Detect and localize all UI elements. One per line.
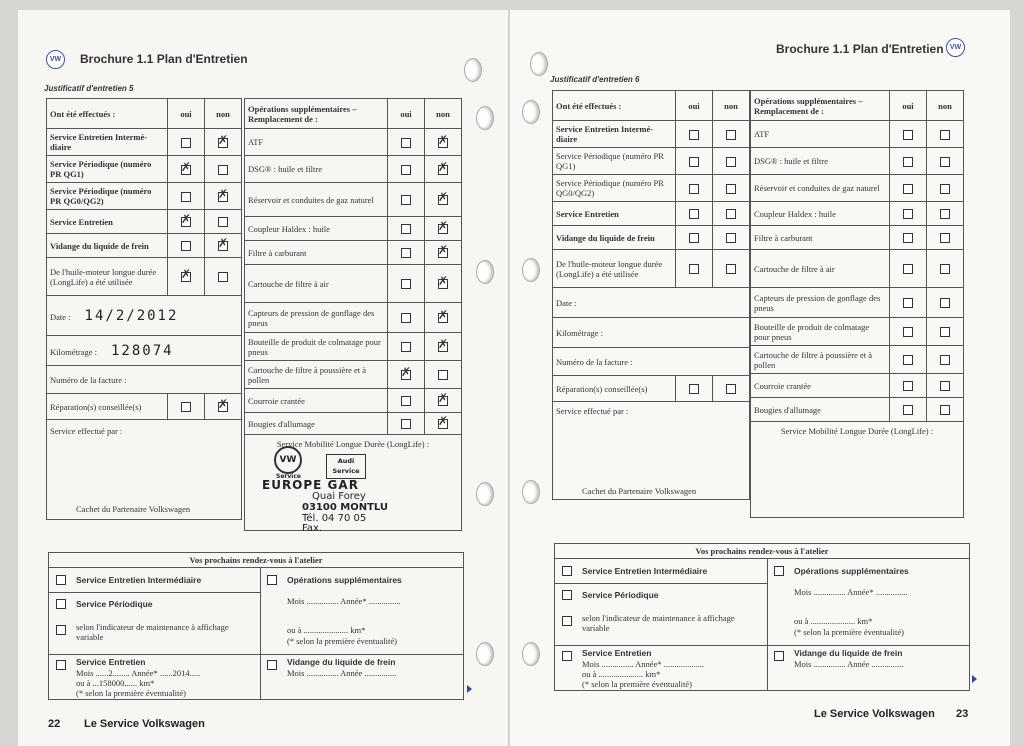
next-a1: Service Entretien Intermédiaire bbox=[76, 575, 202, 585]
checkbox-oui[interactable] bbox=[181, 241, 191, 251]
checkbox[interactable] bbox=[56, 625, 66, 635]
checkbox-non[interactable] bbox=[218, 217, 228, 227]
checkbox-oui[interactable] bbox=[689, 157, 699, 167]
checkbox-non[interactable] bbox=[940, 381, 950, 391]
checkbox-oui[interactable] bbox=[689, 384, 699, 394]
service-by-label: Service effectué par : bbox=[556, 406, 629, 416]
footer-title: Le Service Volkswagen bbox=[84, 718, 205, 730]
checkbox-oui[interactable] bbox=[401, 248, 411, 258]
op-label: Cartouche de filtre à air bbox=[245, 265, 388, 303]
partner-stamp-label: Cachet du Partenaire Volkswagen bbox=[76, 504, 191, 514]
binder-hole bbox=[464, 58, 482, 82]
checkbox-non[interactable] bbox=[940, 130, 950, 140]
checkbox-non[interactable] bbox=[438, 248, 448, 258]
stamp-line4: Tél. 04 70 05 bbox=[302, 513, 367, 524]
row-label: Vidange du liquide de frein bbox=[553, 226, 676, 250]
stamp-audi-service: Audi Service bbox=[326, 454, 366, 479]
checkbox[interactable] bbox=[562, 651, 572, 661]
checkbox-oui[interactable] bbox=[181, 272, 191, 282]
row-label: Service Périodique (numéro PR QG0/QG2) bbox=[47, 183, 168, 210]
checkbox-oui[interactable] bbox=[903, 130, 913, 140]
op-label: Cartouche de filtre à air bbox=[751, 250, 890, 288]
checkbox-oui[interactable] bbox=[689, 264, 699, 274]
op-label: Bougies d'allumage bbox=[751, 398, 890, 422]
date-label: Date : bbox=[50, 311, 71, 322]
op-label: ATF bbox=[751, 121, 890, 148]
checkbox[interactable] bbox=[267, 660, 277, 670]
next-b1-note: (* selon la première éventualité) bbox=[794, 627, 904, 637]
binder-hole bbox=[522, 100, 540, 124]
stamp-vw-logo-icon: VW bbox=[274, 446, 302, 474]
row-label: Service Entretien Intermé-diaire bbox=[553, 121, 676, 148]
checkbox-non[interactable] bbox=[438, 195, 448, 205]
col-yes-header: oui bbox=[890, 91, 927, 121]
binder-hole bbox=[530, 52, 548, 76]
mobility-label: Service Mobilité Longue Durée (LongLife) : bbox=[245, 435, 462, 531]
km-label[interactable]: Kilométrage : bbox=[553, 318, 750, 348]
op-label: DSG® : huile et filtre bbox=[245, 156, 388, 183]
next-b1-mois[interactable]: Mois ............... Année* ............... bbox=[794, 587, 908, 597]
checkbox-oui[interactable] bbox=[401, 342, 411, 352]
next-b2-mois[interactable]: Mois ............... Année ............... bbox=[794, 659, 904, 669]
checkbox-non[interactable] bbox=[726, 384, 736, 394]
next-a3: selon l'indicateur de maintenance à affichage variable bbox=[76, 622, 229, 642]
checkbox[interactable] bbox=[562, 566, 572, 576]
partner-stamp-label: Cachet du Partenaire Volkswagen bbox=[582, 486, 697, 496]
page-header-title: Brochure 1.1 Plan d'Entretien bbox=[80, 52, 248, 66]
next-a2: Service Périodique bbox=[76, 599, 153, 609]
row-label: Service Entretien Intermé-diaire bbox=[47, 129, 168, 156]
next-b1-km[interactable]: ou à ..................... km* bbox=[794, 616, 873, 626]
next-b1-mois[interactable]: Mois ............... Année* ............... bbox=[287, 596, 401, 606]
checkbox-non[interactable] bbox=[438, 396, 448, 406]
checkbox-oui[interactable] bbox=[401, 370, 411, 380]
next-col-right bbox=[260, 568, 463, 699]
op-label: Cartouche de filtre à poussière et à pollen bbox=[751, 346, 890, 374]
checkbox-non[interactable] bbox=[218, 192, 228, 202]
continue-arrow-icon bbox=[467, 685, 472, 693]
checkbox-oui[interactable] bbox=[181, 217, 191, 227]
checkbox-oui[interactable] bbox=[689, 184, 699, 194]
checkbox-non[interactable] bbox=[940, 355, 950, 365]
checkbox[interactable] bbox=[562, 590, 572, 600]
next-a4-note: (* selon la première éventualité) bbox=[76, 688, 186, 698]
checkbox-oui[interactable] bbox=[401, 138, 411, 148]
checkbox-oui[interactable] bbox=[903, 298, 913, 308]
next-a4: Service Entretien bbox=[76, 657, 146, 667]
km-value[interactable]: 128074 bbox=[110, 342, 174, 359]
checkbox-oui[interactable] bbox=[401, 279, 411, 289]
binder-hole bbox=[476, 106, 494, 130]
checkbox-oui[interactable] bbox=[181, 192, 191, 202]
checkbox-non[interactable] bbox=[438, 224, 448, 234]
invoice-label: Numéro de la facture : bbox=[47, 366, 242, 394]
row-label: Service Entretien bbox=[553, 202, 676, 226]
next-b2: Vidange du liquide de frein bbox=[794, 648, 903, 658]
justif-title: Justificatif d'entretien 5 bbox=[44, 84, 134, 93]
ops-table bbox=[750, 90, 964, 518]
repairs-label: Réparation(s) conseillée(s) bbox=[553, 376, 676, 402]
row-label: Service Périodique (numéro PR QG1) bbox=[553, 148, 676, 175]
row-label: Service Périodique (numéro PR QG1) bbox=[47, 156, 168, 183]
next-a4-km[interactable]: ou à ..................... km* bbox=[582, 669, 661, 679]
op-label: Capteurs de pression de gonflage des pneus bbox=[751, 288, 890, 318]
right-page bbox=[510, 10, 1010, 746]
next-appointments-box bbox=[554, 543, 970, 691]
next-b2: Vidange du liquide de frein bbox=[287, 657, 396, 667]
binder-hole bbox=[522, 642, 540, 666]
checkbox-non[interactable] bbox=[218, 165, 228, 175]
checkbox-non[interactable] bbox=[438, 342, 448, 352]
page-number: 23 bbox=[956, 708, 969, 720]
checkbox-non[interactable] bbox=[940, 264, 950, 274]
checkbox-oui[interactable] bbox=[903, 355, 913, 365]
page-number: 22 bbox=[48, 718, 61, 730]
checkbox[interactable] bbox=[562, 616, 572, 626]
op-label: DSG® : huile et filtre bbox=[751, 148, 890, 175]
checkbox-non[interactable] bbox=[218, 241, 228, 251]
op-label: Bouteille de produit de colmatage pour pneus bbox=[245, 333, 388, 361]
stamp-line2: Quai Forey bbox=[312, 491, 366, 502]
checkbox-oui[interactable] bbox=[903, 405, 913, 415]
checkbox-non[interactable] bbox=[438, 165, 448, 175]
next-b2-mois[interactable]: Mois ............... Année ............... bbox=[287, 668, 397, 678]
service-by-label: Service effectué par : bbox=[50, 426, 123, 436]
checkbox[interactable] bbox=[56, 660, 66, 670]
checkbox-oui[interactable] bbox=[903, 264, 913, 274]
vw-logo-icon: VW bbox=[946, 38, 965, 57]
checkbox-oui[interactable] bbox=[401, 396, 411, 406]
next-col-left bbox=[555, 559, 768, 690]
checkbox-oui[interactable] bbox=[401, 195, 411, 205]
justif-title: Justificatif d'entretien 6 bbox=[550, 75, 640, 84]
checkbox-non[interactable] bbox=[726, 264, 736, 274]
next-title: Vos prochains rendez-vous à l'atelier bbox=[555, 544, 969, 559]
stamp-service: Service bbox=[276, 473, 301, 480]
op-label: Bouteille de produit de colmatage pour pneus bbox=[751, 318, 890, 346]
next-col-left bbox=[49, 568, 261, 699]
checkbox-oui[interactable] bbox=[689, 130, 699, 140]
col-done-header: Ont été effectués : bbox=[47, 99, 168, 129]
next-appointments-box bbox=[48, 552, 464, 700]
checkbox-oui[interactable] bbox=[181, 165, 191, 175]
col-no-header: non bbox=[425, 99, 462, 129]
row-label: Service Entretien bbox=[47, 210, 168, 234]
binder-hole bbox=[522, 480, 540, 504]
stamp-line1: EUROPE GAR bbox=[262, 478, 359, 492]
checkbox[interactable] bbox=[267, 575, 277, 585]
col-yes-header: oui bbox=[676, 91, 713, 121]
stamp-line3: 03100 MONTLU bbox=[302, 502, 389, 513]
footer-title: Le Service Volkswagen bbox=[814, 708, 935, 720]
checkbox-non[interactable] bbox=[940, 298, 950, 308]
checkbox-oui[interactable] bbox=[689, 209, 699, 219]
repairs-label: Réparation(s) conseillée(s) bbox=[47, 394, 168, 420]
col-no-header: non bbox=[927, 91, 964, 121]
checkbox-non[interactable] bbox=[940, 157, 950, 167]
op-label: Réservoir et conduites de gaz naturel bbox=[751, 175, 890, 202]
checkbox-oui[interactable] bbox=[401, 224, 411, 234]
next-a4-mois[interactable]: Mois ............... Année* ................... bbox=[582, 659, 705, 669]
next-col-right bbox=[767, 559, 969, 690]
col-no-header: non bbox=[205, 99, 242, 129]
col-ops-header: Opérations supplémentaires – Remplacement de : bbox=[751, 91, 890, 121]
page-header-title: Brochure 1.1 Plan d'Entretien bbox=[776, 42, 944, 56]
row-label: De l'huile-moteur longue durée (LongLife) a été utilisée bbox=[47, 258, 168, 296]
binder-hole bbox=[476, 642, 494, 666]
checkbox-non[interactable] bbox=[218, 402, 228, 412]
checkbox[interactable] bbox=[56, 599, 66, 609]
op-label: Capteurs de pression de gonflage des pneus bbox=[245, 303, 388, 333]
checkbox-non[interactable] bbox=[218, 138, 228, 148]
op-label: Cartouche de filtre à poussière et à pollen bbox=[245, 361, 388, 389]
invoice-label[interactable]: Numéro de la facture : bbox=[553, 348, 750, 376]
checkbox-non[interactable] bbox=[438, 279, 448, 289]
row-label: Service Périodique (numéro PR QG0/QG2) bbox=[553, 175, 676, 202]
op-label: Réservoir et conduites de gaz naturel bbox=[245, 183, 388, 217]
binder-hole bbox=[522, 258, 540, 282]
next-b1-km[interactable]: ou à ..................... km* bbox=[287, 625, 366, 635]
checkbox-oui[interactable] bbox=[689, 233, 699, 243]
checkbox-oui[interactable] bbox=[903, 233, 913, 243]
next-a4-km[interactable]: ou à ...158000...... km* bbox=[76, 678, 155, 688]
checkbox[interactable] bbox=[774, 651, 784, 661]
checkbox-non[interactable] bbox=[438, 313, 448, 323]
left-page bbox=[18, 10, 509, 746]
checkbox-non[interactable] bbox=[726, 233, 736, 243]
checkbox[interactable] bbox=[774, 566, 784, 576]
op-label: Coupleur Haldex : huile bbox=[245, 217, 388, 241]
checkbox-non[interactable] bbox=[940, 405, 950, 415]
checkbox[interactable] bbox=[56, 575, 66, 585]
checkbox-non[interactable] bbox=[726, 209, 736, 219]
next-title: Vos prochains rendez-vous à l'atelier bbox=[49, 553, 463, 568]
op-label: Bougies d'allumage bbox=[245, 413, 388, 435]
checkbox-oui[interactable] bbox=[181, 402, 191, 412]
op-label: Courroie crantée bbox=[245, 389, 388, 413]
vw-logo-icon: VW bbox=[46, 50, 65, 69]
row-label: Vidange du liquide de frein bbox=[47, 234, 168, 258]
date-value[interactable]: 14/2/2012 bbox=[84, 307, 179, 324]
next-a4-mois[interactable]: Mois ......2........ Année* ......2014..... bbox=[76, 668, 201, 678]
col-ops-header: Opérations supplémentaires – Remplacement de : bbox=[245, 99, 388, 129]
checkbox-non[interactable] bbox=[218, 272, 228, 282]
next-a4-note: (* selon la première éventualité) bbox=[582, 679, 692, 689]
checkbox-oui[interactable] bbox=[903, 381, 913, 391]
checkbox-non[interactable] bbox=[726, 184, 736, 194]
row-label: De l'huile-moteur longue durée (LongLife) a été utilisée bbox=[553, 250, 676, 288]
checkbox-oui[interactable] bbox=[903, 209, 913, 219]
checkbox-non[interactable] bbox=[726, 130, 736, 140]
checkbox-non[interactable] bbox=[726, 157, 736, 167]
checkbox-non[interactable] bbox=[940, 327, 950, 337]
stamp-line5: Fax. bbox=[302, 523, 323, 534]
mobility-label: Service Mobilité Longue Durée (LongLife) : bbox=[751, 422, 964, 518]
checkbox-oui[interactable] bbox=[401, 165, 411, 175]
next-a1: Service Entretien Intermédiaire bbox=[582, 566, 708, 576]
checkbox-oui[interactable] bbox=[401, 419, 411, 429]
op-label: Filtre à carburant bbox=[751, 226, 890, 250]
op-label: Filtre à carburant bbox=[245, 241, 388, 265]
op-label: Coupleur Haldex : huile bbox=[751, 202, 890, 226]
checkbox-oui[interactable] bbox=[903, 327, 913, 337]
col-yes-header: oui bbox=[388, 99, 425, 129]
binder-hole bbox=[476, 260, 494, 284]
done-table bbox=[552, 90, 750, 500]
checkbox-oui[interactable] bbox=[903, 157, 913, 167]
col-yes-header: oui bbox=[168, 99, 205, 129]
checkbox-non[interactable] bbox=[940, 209, 950, 219]
checkbox-non[interactable] bbox=[940, 184, 950, 194]
checkbox-oui[interactable] bbox=[401, 313, 411, 323]
binder-hole bbox=[476, 482, 494, 506]
next-b1: Opérations supplémentaires bbox=[287, 575, 402, 585]
continue-arrow-icon bbox=[972, 675, 977, 683]
next-a3: selon l'indicateur de maintenance à affichage variable bbox=[582, 613, 735, 633]
next-a2: Service Périodique bbox=[582, 590, 659, 600]
km-label: Kilométrage : bbox=[50, 346, 97, 357]
checkbox-non[interactable] bbox=[438, 370, 448, 380]
col-done-header: Ont été effectués : bbox=[553, 91, 676, 121]
checkbox-non[interactable] bbox=[438, 419, 448, 429]
checkbox-non[interactable] bbox=[438, 138, 448, 148]
done-table bbox=[46, 98, 242, 520]
col-no-header: non bbox=[713, 91, 750, 121]
checkbox-non[interactable] bbox=[940, 233, 950, 243]
next-b1: Opérations supplémentaires bbox=[794, 566, 909, 576]
op-label: ATF bbox=[245, 129, 388, 156]
next-b1-note: (* selon la première éventualité) bbox=[287, 636, 397, 646]
op-label: Courroie crantée bbox=[751, 374, 890, 398]
checkbox-oui[interactable] bbox=[181, 138, 191, 148]
date-label[interactable]: Date : bbox=[553, 288, 750, 318]
checkbox-oui[interactable] bbox=[903, 184, 913, 194]
next-a4: Service Entretien bbox=[582, 648, 652, 658]
